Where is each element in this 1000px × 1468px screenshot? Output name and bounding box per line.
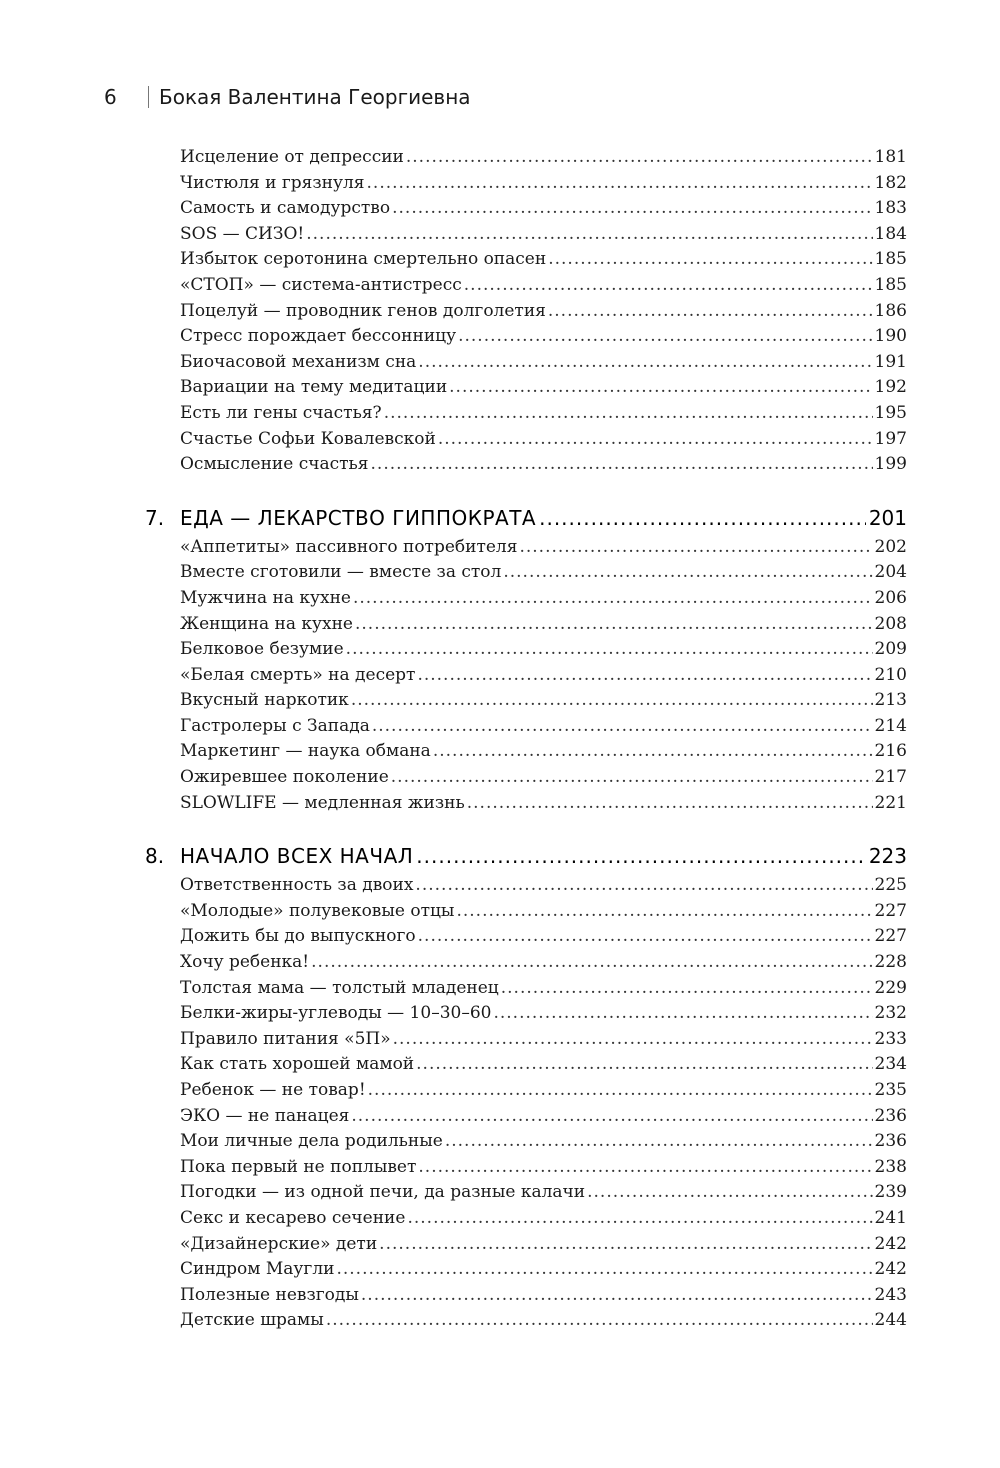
toc-entry[interactable] bbox=[145, 1129, 907, 1155]
dot-leader bbox=[417, 663, 872, 689]
dot-leader bbox=[418, 924, 873, 950]
dot-leader bbox=[384, 401, 873, 427]
toc-entry-title: Мои личные дела родильные bbox=[180, 1131, 443, 1152]
dot-leader bbox=[346, 637, 873, 663]
toc-entry-title: Хочу ребенка! bbox=[180, 952, 310, 973]
toc-entry-page: 191 bbox=[874, 351, 907, 372]
toc-entry[interactable] bbox=[145, 1104, 907, 1130]
toc-entry[interactable] bbox=[145, 612, 907, 638]
toc-entry-page: 242 bbox=[874, 1233, 907, 1254]
page-number: 6 bbox=[104, 85, 117, 109]
dot-leader bbox=[418, 350, 872, 376]
toc-entry-page: 217 bbox=[874, 767, 907, 788]
toc-entry-page: 239 bbox=[874, 1182, 907, 1203]
toc-entry-page: 236 bbox=[874, 1105, 907, 1126]
toc-entry-title: Ожиревшее поколение bbox=[180, 767, 389, 788]
dot-leader bbox=[456, 899, 872, 925]
dot-leader bbox=[493, 1001, 872, 1027]
toc-entry-title: Полезные невзгоды bbox=[180, 1284, 359, 1305]
chapter-page: 223 bbox=[868, 844, 907, 869]
toc-entry-title: Толстая мама — толстый младенец bbox=[180, 977, 499, 998]
toc-entry-page: 209 bbox=[874, 639, 907, 660]
dot-leader bbox=[311, 950, 872, 976]
toc-entry-page: 235 bbox=[874, 1080, 907, 1100]
dot-leader bbox=[379, 1232, 872, 1258]
dot-leader bbox=[501, 976, 873, 1002]
dot-leader bbox=[351, 688, 873, 714]
toc-entry-title: Синдром Маугли bbox=[180, 1259, 335, 1280]
toc-entry[interactable] bbox=[145, 222, 907, 248]
toc-entry-page: 214 bbox=[874, 715, 907, 736]
toc-entry-title: Избыток серотонина смертельно опасен bbox=[180, 249, 547, 270]
toc-entry-page: 202 bbox=[874, 536, 907, 557]
dot-leader bbox=[416, 840, 866, 873]
toc-entry-title: Самость и самодурство bbox=[180, 198, 391, 219]
chapter-heading[interactable] bbox=[145, 840, 907, 873]
toc-entry[interactable] bbox=[145, 1206, 907, 1232]
toc-entry[interactable] bbox=[145, 663, 907, 689]
toc-entry[interactable] bbox=[145, 739, 907, 765]
dot-leader bbox=[361, 1283, 873, 1309]
dot-leader bbox=[548, 299, 873, 325]
toc-entry[interactable] bbox=[145, 899, 907, 925]
dot-leader bbox=[407, 1206, 872, 1232]
toc-entry-page: 199 bbox=[874, 454, 907, 475]
toc-entry[interactable] bbox=[145, 145, 907, 171]
toc-entry-page: 233 bbox=[874, 1028, 907, 1049]
dot-leader bbox=[367, 171, 873, 197]
toc-entry-title: Вариации на тему медитации bbox=[180, 377, 448, 398]
toc-entry-title: Биочасовой механизм сна bbox=[180, 351, 417, 372]
toc-entry[interactable] bbox=[145, 714, 907, 740]
toc-entry[interactable] bbox=[145, 273, 907, 299]
toc-entry-title: Мужчина на кухне bbox=[180, 587, 351, 608]
toc-chapter-8 bbox=[145, 840, 907, 1334]
toc-entry-page: 236 bbox=[874, 1131, 907, 1152]
toc-entry-title: ЭКО — не панацея bbox=[180, 1105, 350, 1126]
dot-leader bbox=[393, 1027, 873, 1053]
toc-entry[interactable] bbox=[145, 1155, 907, 1181]
toc-entry[interactable] bbox=[145, 1308, 907, 1334]
toc-entry[interactable] bbox=[145, 1078, 907, 1104]
toc-entry-title: Осмысление счастья bbox=[180, 454, 369, 475]
toc-entry-title: Детские шрамы bbox=[180, 1310, 324, 1331]
toc-entry-title: Дожить бы до выпускного bbox=[180, 926, 416, 947]
dot-leader bbox=[519, 535, 872, 561]
dot-leader bbox=[503, 560, 872, 586]
dot-leader bbox=[539, 502, 866, 535]
author-name: Бокая Валентина Георгиевна bbox=[159, 85, 471, 109]
dot-leader bbox=[368, 1078, 873, 1104]
toc-entry-title: Ребенок — не товар! bbox=[180, 1080, 366, 1100]
toc-entry-page: 185 bbox=[874, 249, 907, 270]
dot-leader bbox=[449, 375, 872, 401]
chapter-number: 7. bbox=[145, 505, 165, 530]
section-gap bbox=[145, 816, 907, 840]
dot-leader bbox=[587, 1180, 872, 1206]
toc-entry[interactable] bbox=[145, 1001, 907, 1027]
toc-entry-title: SLOWLIFE — медленная жизнь bbox=[180, 792, 465, 813]
toc-entry[interactable] bbox=[145, 350, 907, 376]
toc-entry-page: 225 bbox=[874, 875, 907, 896]
dot-leader bbox=[336, 1257, 872, 1283]
toc-entry[interactable] bbox=[145, 873, 907, 899]
toc-entry[interactable] bbox=[145, 196, 907, 222]
running-head bbox=[104, 82, 471, 112]
toc-entry-page: 192 bbox=[874, 377, 907, 398]
toc-entry-page: 229 bbox=[874, 977, 907, 998]
toc-entry[interactable] bbox=[145, 637, 907, 663]
toc-entry-title: Чистюля и грязнуля bbox=[180, 172, 365, 193]
chapter-page: 201 bbox=[868, 505, 907, 530]
toc-entry-page: 204 bbox=[874, 562, 907, 583]
toc-entry[interactable] bbox=[145, 1052, 907, 1078]
toc-entry[interactable] bbox=[145, 247, 907, 273]
toc-entry-page: 241 bbox=[874, 1207, 907, 1228]
dot-leader bbox=[458, 324, 872, 350]
toc-entry-page: 243 bbox=[874, 1284, 907, 1305]
toc-entry-page: 184 bbox=[874, 223, 907, 244]
toc-entry-page: 228 bbox=[874, 952, 907, 973]
chapter-title: НАЧАЛО ВСЕХ НАЧАЛ bbox=[180, 844, 414, 869]
dot-leader bbox=[548, 247, 872, 273]
toc-entry[interactable] bbox=[145, 586, 907, 612]
toc-entry-title: «СТОП» — система-антистресс bbox=[180, 274, 462, 295]
toc-entry[interactable] bbox=[145, 560, 907, 586]
toc-entry-title: «Молодые» полувековые отцы bbox=[180, 900, 455, 921]
toc-entry-title: Счастье Софьи Ковалевской bbox=[180, 428, 436, 449]
toc-entry-title: Правило питания «5П» bbox=[180, 1028, 391, 1049]
toc-entry[interactable] bbox=[145, 1283, 907, 1309]
dot-leader bbox=[353, 586, 873, 612]
toc-entry-title: «Дизайнерские» дети bbox=[180, 1233, 378, 1254]
toc-entry-title: Поцелуй — проводник генов долголетия bbox=[180, 300, 546, 321]
toc-entry-page: 221 bbox=[874, 792, 907, 813]
toc-entry-title: Белковое безумие bbox=[180, 639, 344, 660]
toc-entry-page: 244 bbox=[874, 1310, 907, 1331]
toc-entry-page: 234 bbox=[874, 1054, 907, 1075]
toc-entry-page: 210 bbox=[874, 664, 907, 685]
toc-entry-page: 190 bbox=[874, 326, 907, 347]
toc-entry-page: 216 bbox=[874, 741, 907, 762]
toc-entry[interactable] bbox=[145, 1027, 907, 1053]
dot-leader bbox=[445, 1129, 873, 1155]
dot-leader bbox=[306, 222, 872, 248]
toc-entry-title: Погодки — из одной печи, да разные калачи bbox=[180, 1182, 586, 1203]
dot-leader bbox=[355, 612, 873, 638]
toc-entry[interactable] bbox=[145, 950, 907, 976]
toc-entry[interactable] bbox=[145, 1232, 907, 1258]
toc-entry-page: 183 bbox=[874, 198, 907, 219]
dot-leader bbox=[391, 765, 873, 791]
toc-entry-title: Стресс порождает бессонницу bbox=[180, 326, 457, 347]
toc-entry-page: 227 bbox=[874, 900, 907, 921]
toc-entry-title: Вкусный наркотик bbox=[180, 690, 349, 711]
dot-leader bbox=[372, 714, 873, 740]
toc-entry[interactable] bbox=[145, 924, 907, 950]
toc-entry-page: 213 bbox=[874, 690, 907, 711]
toc-entry-title: Как стать хорошей мамой bbox=[180, 1054, 415, 1075]
dot-leader bbox=[433, 739, 873, 765]
toc-entry[interactable] bbox=[145, 427, 907, 453]
toc-entry-page: 232 bbox=[874, 1003, 907, 1024]
toc-entry-title: SOS — СИЗО! bbox=[180, 223, 305, 244]
toc-entry-page: 206 bbox=[874, 587, 907, 608]
toc-entry[interactable] bbox=[145, 976, 907, 1002]
table-of-contents bbox=[145, 145, 907, 1334]
header-separator bbox=[148, 86, 149, 108]
toc-entry[interactable] bbox=[145, 375, 907, 401]
toc-entry-title: Гастролеры с Запада bbox=[180, 715, 370, 736]
toc-entry-page: 185 bbox=[874, 274, 907, 295]
toc-entry[interactable] bbox=[145, 452, 907, 478]
toc-entry-title: Белки-жиры-углеводы — 10–30–60 bbox=[180, 1003, 492, 1024]
chapter-number: 8. bbox=[145, 844, 165, 869]
toc-entry-page: 208 bbox=[874, 613, 907, 634]
toc-entry-title: Есть ли гены счастья? bbox=[180, 402, 382, 423]
dot-leader bbox=[416, 1052, 872, 1078]
toc-entry[interactable] bbox=[145, 324, 907, 350]
chapter-heading[interactable] bbox=[145, 502, 907, 535]
toc-entry-page: 182 bbox=[874, 172, 907, 193]
dot-leader bbox=[371, 452, 873, 478]
toc-entry-title: «Аппетиты» пассивного потребителя bbox=[180, 536, 518, 557]
toc-entry-page: 242 bbox=[874, 1259, 907, 1280]
toc-chapter-7 bbox=[145, 502, 907, 817]
toc-entry[interactable] bbox=[145, 299, 907, 325]
toc-entry-page: 186 bbox=[874, 300, 907, 321]
toc-entry-title: Ответственность за двоих bbox=[180, 875, 414, 896]
toc-entry[interactable] bbox=[145, 688, 907, 714]
toc-entry-title: Пока первый не поплывет bbox=[180, 1156, 417, 1177]
toc-entry[interactable] bbox=[145, 401, 907, 427]
toc-entry-page: 195 bbox=[874, 402, 907, 423]
section-gap bbox=[145, 478, 907, 502]
dot-leader bbox=[351, 1104, 872, 1130]
toc-entry[interactable] bbox=[145, 1180, 907, 1206]
toc-entry-title: Исцеление от депрессии bbox=[180, 147, 404, 167]
dot-leader bbox=[418, 1155, 872, 1181]
toc-entry-title: Женщина на кухне bbox=[180, 613, 353, 634]
toc-entry-title: «Белая смерть» на десерт bbox=[180, 664, 416, 685]
toc-entry[interactable] bbox=[145, 791, 907, 817]
dot-leader bbox=[467, 791, 873, 817]
dot-leader bbox=[326, 1308, 873, 1334]
toc-entry-page: 227 bbox=[874, 926, 907, 947]
toc-entry-title: Вместе сготовили — вместе за стол bbox=[180, 562, 502, 583]
dot-leader bbox=[415, 873, 872, 899]
toc-entry-page: 181 bbox=[874, 147, 907, 167]
toc-entry-page: 197 bbox=[874, 428, 907, 449]
chapter-title: ЕДА — ЛЕКАРСТВО ГИППОКРАТА bbox=[180, 505, 537, 530]
toc-entry[interactable] bbox=[145, 535, 907, 561]
toc-entry-title: Маркетинг — наука обмана bbox=[180, 741, 431, 762]
toc-entry-page: 238 bbox=[874, 1156, 907, 1177]
toc-entry[interactable] bbox=[145, 1257, 907, 1283]
dot-leader bbox=[392, 196, 872, 222]
dot-leader bbox=[438, 427, 873, 453]
dot-leader bbox=[464, 273, 873, 299]
toc-entry-title: Секс и кесарево сечение bbox=[180, 1207, 406, 1228]
dot-leader bbox=[406, 145, 873, 171]
toc-section-continued bbox=[145, 145, 907, 478]
toc-entry[interactable] bbox=[145, 171, 907, 197]
toc-entry[interactable] bbox=[145, 765, 907, 791]
